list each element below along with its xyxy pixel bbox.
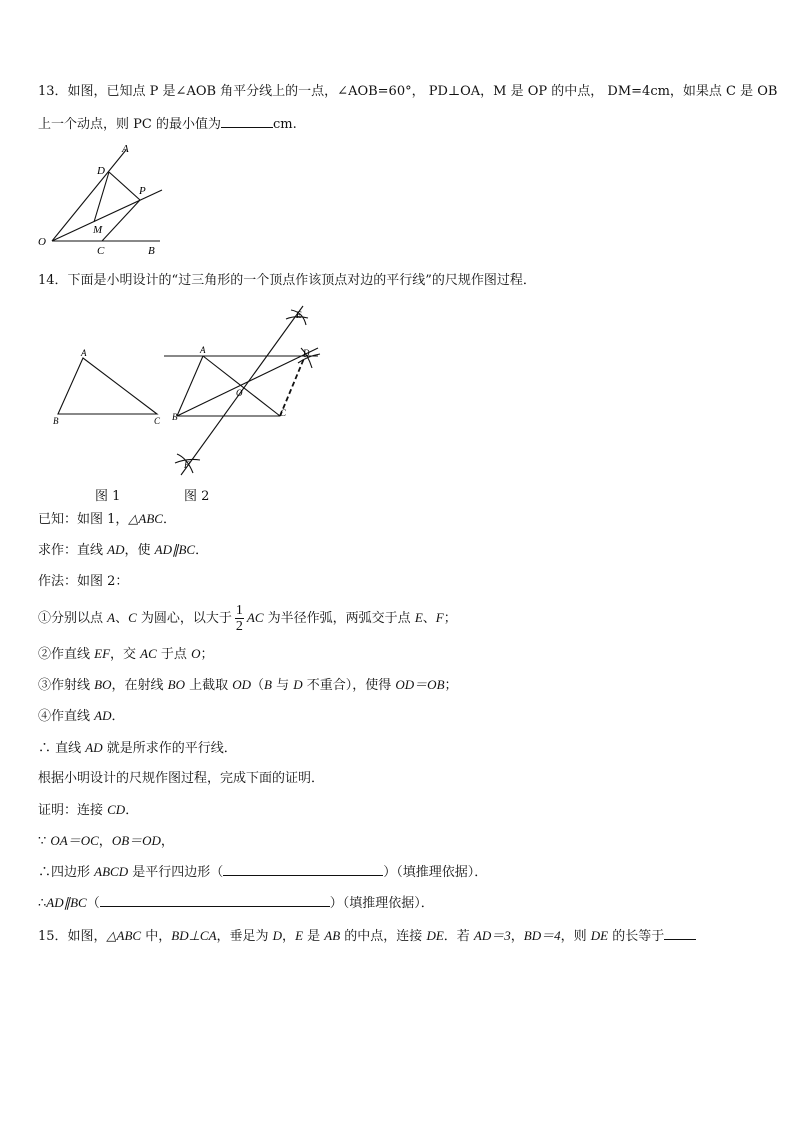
ray-OP [52,190,162,241]
fraction-one-half: $\frac{1}{2}$ [235,603,243,634]
fig1-label-A: A [81,348,87,358]
segment-AC [203,356,280,416]
fig1-caption: 图 1 [95,489,121,504]
fig1-label-C: C [154,416,161,426]
label-C: C [97,245,105,257]
fig2-label-E: E [296,310,302,320]
q15-text: 15．如图，△ABC 中，BD⊥CA，垂足为 D，E 是 AB 的中点，连接 DE．若 AD＝3，BD＝4，则 DE 的长等于 [38,927,696,946]
q13-line2 [38,115,297,134]
q14-step2: ②作直线 EF，交 AC 于点 O； [38,646,214,662]
label-O: O [38,236,46,248]
fig2-label-C: C [280,408,287,418]
fig1-label-B: B [53,416,59,426]
q14-figure-2 [158,298,328,483]
label-B: B [148,245,155,257]
fig2-label-F: F [184,460,190,470]
q14-method: 作法：如图 2： [38,574,129,589]
q14-step4: ④作直线 AD． [38,708,125,724]
q13-unit: cm. [272,117,297,132]
q14-intro: 14．下面是小明设计的“过三角形的一个顶点作该顶点对边的平行线”的尺规作图过程． [38,273,536,288]
q14-requirement: 求作：直线 AD，使 AD∥BC． [38,542,209,558]
fig2-label-A: A [200,345,206,355]
q14-therefore-1: ∴四边形 ABCD 是平行四边形（ ）（填推理依据）． [38,864,488,880]
reason-blank-1[interactable] [223,863,383,876]
q14-known: 已知：如图 1，△ABC． [38,511,176,527]
triangle-ABC [58,358,157,414]
q13-line1: 13．如图，已知点 P 是∠AOB 角平分线上的一点，∠AOB=60°， PD⊥OA，M 是 OP 的中点， DM=4cm，如果点 C 是 OB [38,84,778,99]
label-P: P [139,185,146,197]
q14-therefore-2: ∴AD∥BC（ ）（填推理依据）． [38,895,434,911]
fig2-label-O: O [236,388,243,398]
q14-figure-1 [45,345,170,430]
q14-proof-start: 证明：连接 CD． [38,802,139,818]
segment-AB [177,356,203,416]
fig2-caption: 图 2 [184,489,210,504]
q13-answer-blank[interactable] [221,115,273,128]
fig2-label-D: D [303,348,310,358]
q14-step3: ③作射线 BO，在射线 BO 上截取 OD（B 与 D 不重合），使得 OD＝OB； [38,677,458,693]
label-M: M [93,224,103,236]
segment-PC [102,200,140,241]
q13-figure [30,140,175,260]
q14-task: 根据小明设计的尺规作图过程，完成下面的证明． [38,771,325,786]
label-A: A [122,143,129,155]
q13-line2-text: 上一个动点，则 PC 的最小值为 [38,117,221,132]
q15-answer-blank[interactable] [664,927,696,940]
reason-blank-2[interactable] [100,894,330,907]
q14-since: ∵ OA＝OC，OB＝OD， [38,833,174,849]
q14-step1: ①分别以点 A、C 为圆心，以大于 $\frac{1}{2}$ AC 为半径作弧，两弧交于点 E、F； [38,603,457,634]
fig2-label-B: B [172,412,178,422]
segment-DP [109,172,140,200]
label-D: D [97,165,105,177]
q14-conclusion: ∴ 直线 AD 就是所求作的平行线． [38,740,237,756]
